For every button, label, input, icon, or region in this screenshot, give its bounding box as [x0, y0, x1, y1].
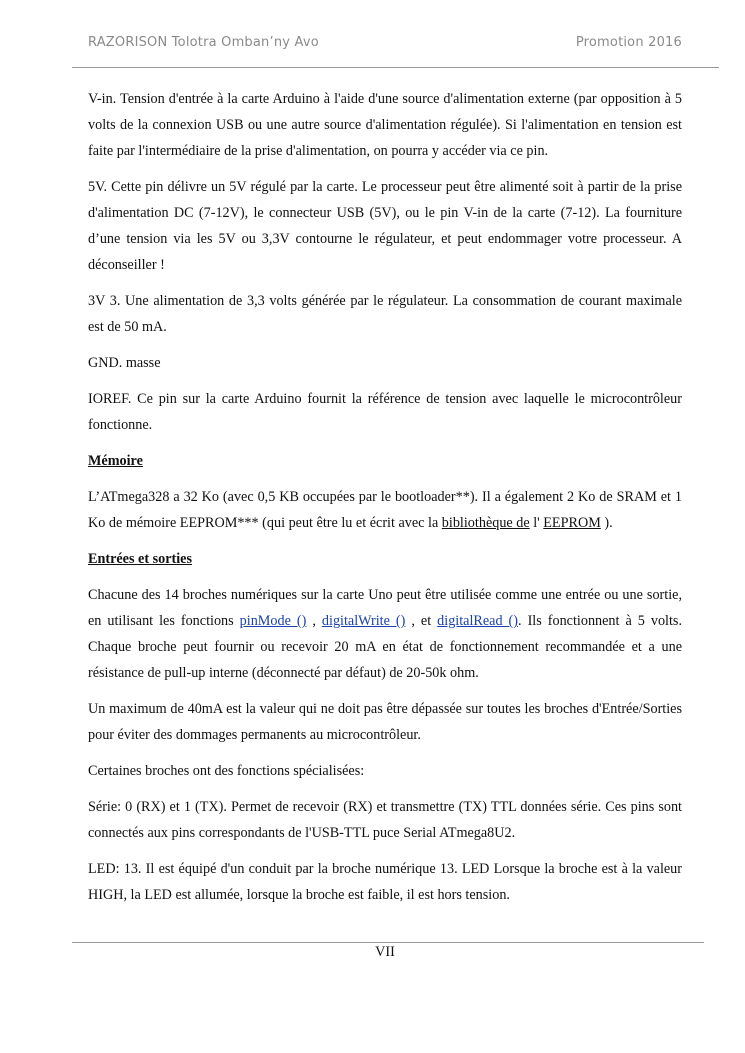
page-number: VII [375, 944, 395, 960]
io-sep1: , [306, 613, 322, 629]
heading-entrees-sorties: Entrées et sorties [88, 551, 193, 567]
paragraph-3v3: 3V 3. Une alimentation de 3,3 volts générée par le régulateur. La consommation de courant maximale est de 50 mA. [88, 293, 682, 335]
header-divider [72, 67, 719, 68]
footer-divider [72, 942, 704, 943]
paragraph-special: Certaines broches ont des fonctions spécialisées: [88, 763, 365, 779]
page-header [88, 35, 682, 50]
paragraph-io [88, 582, 682, 686]
link-eeprom[interactable]: EEPROM [543, 515, 601, 531]
paragraph-max-current: Un maximum de 40mA est la valeur qui ne doit pas être dépassée sur toutes les broches d'Entrée/Sorties pour éviter des dommages permanents au microcontrôleur. [88, 701, 682, 743]
memoire-text: L’ATmega328 a 32 Ko (avec 0,5 KB occupées par le bootloader**). Il a également 2 Ko de SRAM et 1 Ko de mémoire EEPROM*** (qui peut être lu et écrit avec la [88, 489, 682, 531]
link-digitalread[interactable]: digitalRead () [437, 613, 519, 629]
link-pinmode[interactable]: pinMode () [239, 613, 307, 629]
paragraph-vin: V-in. Tension d'entrée à la carte Arduino à l'aide d'une source d'alimentation externe (par opposition à 5 volts de la connexion USB ou une autre source d'alimentation régulée). Si l'alimentation en tension est faite par l'intermédiaire de la prise d'alimentation, on pourra y accéder via ce pin. [88, 91, 682, 159]
paragraph-gnd: GND. masse [88, 355, 161, 371]
memoire-mid: l' [529, 515, 544, 531]
paragraph-serie: Série: 0 (RX) et 1 (TX). Permet de recevoir (RX) et transmettre (TX) TTL données série. Ces pins sont connectés aux pins correspondants de l'USB-TTL puce Serial ATmega8U2. [88, 799, 682, 841]
paragraph-ioref: IOREF. Ce pin sur la carte Arduino fournit la référence de tension avec laquelle le microcontrôleur fonctionne. [88, 391, 682, 433]
link-digitalwrite[interactable]: digitalWrite () [321, 613, 406, 629]
header-author: RAZORISON Tolotra Omban’ny Avo [88, 35, 319, 50]
heading-memoire: Mémoire [88, 453, 143, 469]
link-bibliotheque[interactable]: bibliothèque de [441, 515, 530, 531]
document-body [88, 86, 682, 918]
io-text-start: Chacune des 14 broches numériques sur la carte Uno peut être utilisée comme une entrée ou une sortie, en utilisant les fonctions [88, 587, 682, 629]
paragraph-led: LED: 13. Il est équipé d'un conduit par la broche numérique 13. LED Lorsque la broche est à la valeur HIGH, la LED est allumée, lorsque la broche est faible, il est hors tension. [88, 861, 682, 903]
memoire-end: ). [600, 515, 613, 531]
io-text-end: . Ils fonctionnent à 5 volts. Chaque broche peut fournir ou recevoir 20 mA en état de fonctionnement recommandée et a une résistance de pull-up interne (déconnecté par défaut) de 20-50k ohm. [88, 613, 682, 681]
paragraph-memoire [88, 484, 682, 536]
io-sep2: , et [405, 613, 438, 629]
header-promotion: Promotion 2016 [575, 35, 682, 50]
paragraph-5v: 5V. Cette pin délivre un 5V régulé par la carte. Le processeur peut être alimenté soit à partir de la prise d'alimentation DC (7-12V), le connecteur USB (5V), ou le pin V-in de la carte (7-12). La fourniture d’une tension via les 5V ou 3,3V contourne le régulateur, et peut endommager votre processeur. A déconseiller ! [88, 179, 682, 273]
